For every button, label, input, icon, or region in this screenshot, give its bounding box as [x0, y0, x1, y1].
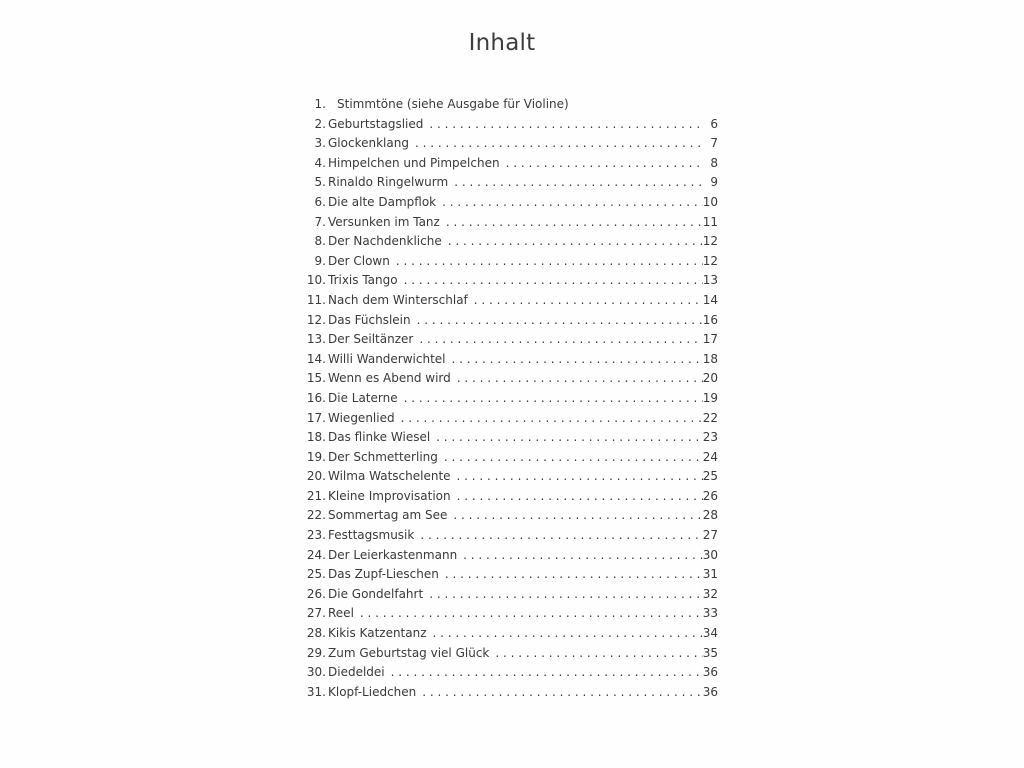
toc-entry-title: Diedeldei	[328, 665, 385, 680]
toc-entry-number: 9.	[314, 253, 326, 268]
toc-entry	[298, 352, 718, 372]
toc-dot-leader	[438, 450, 703, 464]
toc-entry	[298, 567, 718, 587]
toc-entry-number: 12.	[306, 312, 326, 327]
toc-entry-title: Der Schmetterling	[328, 449, 438, 464]
toc-entry	[298, 371, 718, 391]
toc-entry-page: 20	[702, 371, 718, 386]
toc-entry-page: 11	[702, 214, 718, 229]
toc-entry-page: 30	[702, 547, 718, 562]
toc-entry	[298, 254, 718, 274]
toc-entry-page: 31	[702, 567, 718, 582]
toc-entry	[298, 508, 718, 528]
toc-entry-page: 14	[702, 292, 718, 307]
toc-entry	[298, 450, 718, 470]
toc-entry-number: 19.	[306, 449, 326, 464]
toc-entry-page: 12	[702, 234, 718, 249]
toc-entry-page: 16	[702, 312, 718, 327]
toc-entry	[298, 391, 718, 411]
toc-entry-number: 16.	[306, 390, 326, 405]
toc-entry-page: 23	[702, 430, 718, 445]
toc-entry	[298, 273, 718, 293]
toc-dot-leader	[390, 254, 703, 268]
toc-dot-leader	[416, 685, 702, 699]
toc-entry-title: Der Clown	[328, 253, 390, 268]
toc-entry-page: 22	[702, 410, 718, 425]
toc-entry-page: 7	[710, 136, 718, 151]
toc-entry-number: 5.	[314, 175, 326, 190]
toc-entry-title: Trixis Tango	[328, 273, 398, 288]
toc-entry	[298, 646, 718, 666]
toc-dot-leader	[414, 528, 702, 542]
toc-entry-title: Klopf-Liedchen	[328, 684, 417, 699]
toc-entry-page: 25	[702, 469, 718, 484]
toc-entry-title: Wilma Watschelente	[328, 469, 451, 484]
toc-entry-page: 8	[710, 155, 718, 170]
toc-entry-title: Versunken im Tanz	[328, 214, 440, 229]
toc-dot-leader	[411, 313, 703, 327]
toc-entry-title: Der Nachdenkliche	[328, 234, 442, 249]
toc-entry-number: 25.	[306, 567, 326, 582]
toc-entry-title: Nach dem Winterschlaf	[328, 292, 468, 307]
toc-entry-number: 26.	[306, 586, 326, 601]
toc-entry	[298, 117, 718, 137]
toc-entry-title: Das flinke Wiesel	[328, 430, 431, 445]
toc-entry-number: 3.	[314, 136, 326, 151]
toc-dot-leader	[447, 508, 702, 522]
toc-entry	[298, 528, 718, 548]
toc-entry-number: 13.	[306, 332, 326, 347]
toc-entry	[298, 430, 718, 450]
toc-entry-page: 34	[702, 626, 718, 641]
toc-dot-leader	[423, 587, 703, 601]
toc-entry-page: 33	[702, 606, 718, 621]
toc-dot-leader	[413, 332, 702, 346]
toc-entry-number: 30.	[306, 665, 326, 680]
toc-entry-number: 23.	[306, 528, 326, 543]
toc-entry-title: Die alte Dampflok	[328, 194, 437, 209]
toc-dot-leader	[430, 430, 703, 444]
toc-entry-title: Das Zupf-Lieschen	[328, 567, 439, 582]
toc-dot-leader	[500, 156, 704, 170]
toc-entry-page: 6	[710, 116, 718, 131]
toc-entry	[298, 665, 718, 685]
toc-entry-number: 29.	[306, 645, 326, 660]
toc-entry-title: Kikis Katzentanz	[328, 626, 427, 641]
toc-entry-page: 9	[710, 175, 718, 190]
toc-entry	[298, 411, 718, 431]
toc-entry-page: 10	[702, 194, 718, 209]
toc-dot-leader	[489, 646, 702, 660]
toc-dot-leader	[409, 136, 704, 150]
toc-entry	[298, 136, 718, 156]
toc-entry-number: 8.	[314, 234, 326, 249]
toc-entry	[298, 156, 718, 176]
toc-entry-number: 14.	[306, 351, 326, 366]
toc-entry-title: Himpelchen und Pimpelchen	[328, 155, 500, 170]
toc-entry-page: 36	[702, 684, 718, 699]
toc-entry-page: 19	[702, 390, 718, 405]
toc-dot-leader	[395, 411, 703, 425]
toc-entry	[298, 587, 718, 607]
toc-entry	[298, 234, 718, 254]
toc-entry-title: Stimmtöne (siehe Ausgabe für Violine)	[337, 97, 569, 111]
page-title: Inhalt	[468, 30, 536, 56]
toc-entry-number: 21.	[306, 488, 326, 503]
toc-entry-number: 17.	[306, 410, 326, 425]
toc-entry-title: Das Füchslein	[328, 312, 411, 327]
toc-entry-page: 26	[702, 488, 718, 503]
toc-entry-number: 24.	[306, 547, 326, 562]
toc-entry-number: 28.	[306, 626, 326, 641]
toc-dot-leader	[446, 352, 703, 366]
toc-entry-number: 15.	[306, 371, 326, 386]
toc-entry-number: 11.	[306, 292, 326, 307]
toc-dot-leader	[451, 469, 703, 483]
toc-entry-title: Rinaldo Ringelwurm	[328, 175, 449, 190]
toc-entry	[298, 606, 718, 626]
toc-entry	[298, 548, 718, 568]
toc-dot-leader	[440, 215, 703, 229]
toc-entry-number: 20.	[306, 469, 326, 484]
toc-entry	[298, 175, 718, 195]
toc-dot-leader	[448, 175, 704, 189]
toc-dot-leader	[451, 489, 703, 503]
toc-entry-number: 18.	[306, 430, 326, 445]
toc-entry	[298, 293, 718, 313]
toc-entry-title: Die Gondelfahrt	[328, 586, 424, 601]
toc-entry	[298, 626, 718, 646]
toc-entry-page: 35	[702, 645, 718, 660]
toc-dot-leader	[398, 273, 703, 287]
toc-entry-number: 31.	[306, 684, 326, 699]
toc-entry-number: 10.	[306, 273, 326, 288]
toc-entry-page: 18	[702, 351, 718, 366]
toc-entry-number: 22.	[306, 508, 326, 523]
toc-entry-title: Wenn es Abend wird	[328, 371, 451, 386]
toc-dot-leader	[457, 548, 703, 562]
toc-entry-page: 27	[702, 528, 718, 543]
toc-dot-leader	[423, 117, 704, 131]
toc-entry-page: 13	[702, 273, 718, 288]
toc-dot-leader	[442, 234, 703, 248]
toc-entry-title: Kleine Improvisation	[328, 488, 451, 503]
toc-entry	[298, 685, 718, 705]
toc-entry-title: Reel	[328, 606, 354, 621]
toc-entry-number: 4.	[314, 155, 326, 170]
toc-dot-leader	[451, 371, 703, 385]
table-of-contents	[298, 97, 718, 704]
toc-entry-title: Glockenklang	[328, 136, 409, 151]
toc-entry	[298, 195, 718, 215]
toc-dot-leader	[436, 195, 703, 209]
toc-entry-title: Willi Wanderwichtel	[328, 351, 446, 366]
toc-entry-number: 27.	[306, 606, 326, 621]
toc-entry-page: 36	[702, 665, 718, 680]
toc-entry-title: Sommertag am See	[328, 508, 448, 523]
toc-entry-title: Geburtstagslied	[328, 116, 424, 131]
toc-entry-number: 1.	[314, 97, 326, 111]
toc-entry-title: Der Leierkastenmann	[328, 547, 458, 562]
toc-entry	[298, 332, 718, 352]
toc-entry-page: 17	[702, 332, 718, 347]
toc-entry-title: Der Seiltänzer	[328, 332, 414, 347]
toc-dot-leader	[354, 606, 703, 620]
toc-entry-title: Die Laterne	[328, 390, 398, 405]
toc-dot-leader	[398, 391, 703, 405]
toc-entry	[298, 215, 718, 235]
toc-entry-page: 28	[702, 508, 718, 523]
toc-entry-number: 2.	[314, 116, 326, 131]
toc-entry-number: 7.	[314, 214, 326, 229]
toc-entry	[298, 469, 718, 489]
toc-entry	[298, 313, 718, 333]
toc-dot-leader	[439, 567, 703, 581]
toc-entry-number: 6.	[314, 194, 326, 209]
toc-dot-leader	[427, 626, 703, 640]
toc-entry-title: Zum Geburtstag viel Glück	[328, 645, 490, 660]
toc-entry-page: 32	[702, 586, 718, 601]
toc-entry-page: 24	[702, 449, 718, 464]
toc-dot-leader	[385, 665, 703, 679]
toc-entry-title: Festtagsmusik	[328, 528, 415, 543]
toc-entry-page: 12	[702, 253, 718, 268]
toc-entry	[298, 489, 718, 509]
toc-entry	[298, 97, 718, 117]
toc-entry-title: Wiegenlied	[328, 410, 395, 425]
toc-dot-leader	[468, 293, 703, 307]
